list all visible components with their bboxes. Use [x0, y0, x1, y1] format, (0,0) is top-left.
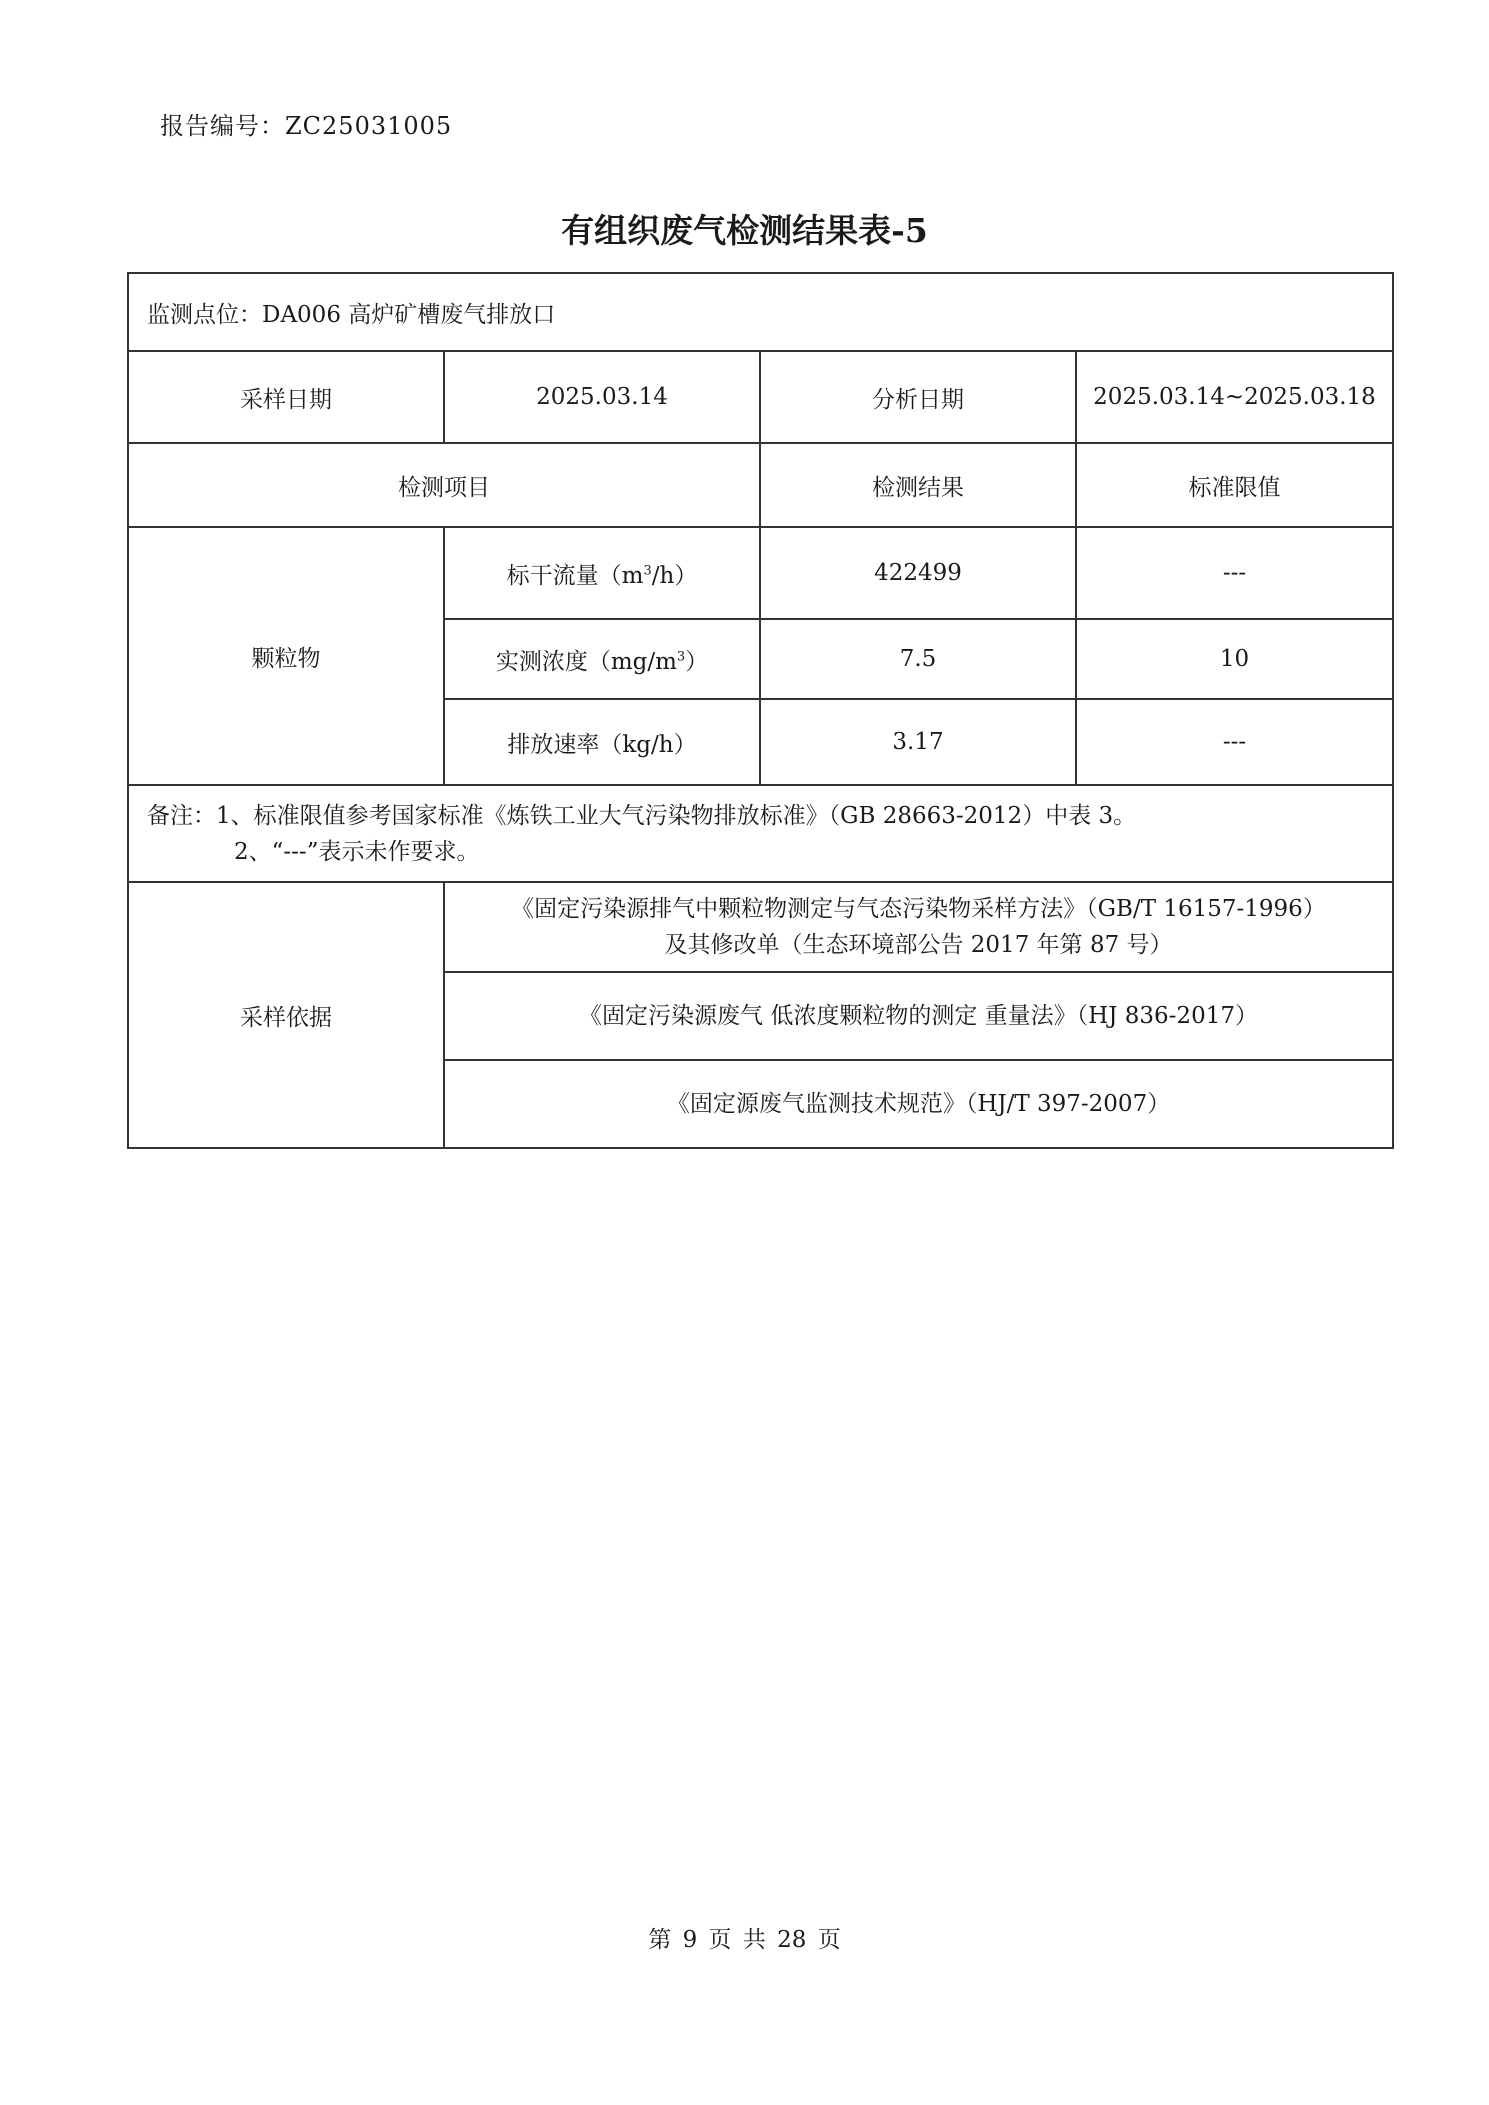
monitoring-location: 监测点位：DA006 高炉矿槽废气排放口 — [128, 273, 1393, 351]
method-line: 及其修改单（生态环境部公告 2017 年第 87 号） — [664, 932, 1173, 958]
result-cell: 422499 — [760, 527, 1076, 619]
method-line: 《固定污染源废气 低浓度颗粒物的测定 重量法》（HJ 836-2017） — [579, 1003, 1258, 1029]
method-cell — [444, 1060, 1393, 1148]
page-title: 有组织废气检测结果表-5 — [561, 211, 928, 250]
parameter-cell: 标干流量$(m^3/h)$ — [444, 527, 760, 619]
page-number: 第 9 页 共 28 页 — [648, 1927, 841, 1953]
note-line-1: 备注：1、标准限值参考国家标准《炼铁工业大气污染物排放标准》（GB 28663-2012）中表 3。 — [147, 802, 1137, 829]
sampling-date-label: 采样日期 — [128, 351, 444, 443]
result-cell: 3.17 — [760, 699, 1076, 785]
parameter-cell: 排放速率（kg/h） — [444, 699, 760, 785]
table-row — [128, 527, 1393, 619]
sampling-basis-label: 采样依据 — [128, 882, 444, 1148]
notes-row — [128, 785, 1393, 882]
analysis-date-value: 2025.03.14~2025.03.18 — [1076, 351, 1393, 443]
limit-column-header: 标准限值 — [1076, 443, 1393, 527]
analysis-date-label: 分析日期 — [760, 351, 1076, 443]
method-line: 《固定污染源排气中颗粒物测定与气态污染物采样方法》（GB/T 16157-1996） — [511, 896, 1326, 922]
sampling-date-value: 2025.03.14 — [444, 351, 760, 443]
method-cell — [444, 882, 1393, 972]
method-line: 《固定源废气监测技术规范》（HJ/T 397-2007） — [666, 1091, 1171, 1117]
column-header-row — [128, 443, 1393, 527]
method-row — [128, 882, 1393, 972]
location-row — [128, 273, 1393, 351]
dates-row — [128, 351, 1393, 443]
method-cell — [444, 972, 1393, 1060]
report-number: 报告编号：ZC25031005 — [160, 112, 453, 140]
results-table — [127, 272, 1394, 1149]
result-column-header: 检测结果 — [760, 443, 1076, 527]
limit-cell: 10 — [1076, 619, 1393, 699]
notes-cell — [128, 785, 1393, 882]
parameter-cell: 实测浓度$(mg/m^3)$ — [444, 619, 760, 699]
result-cell: 7.5 — [760, 619, 1076, 699]
limit-cell: --- — [1076, 527, 1393, 619]
pollutant-name: 颗粒物 — [128, 527, 444, 785]
item-column-header: 检测项目 — [128, 443, 760, 527]
limit-cell: --- — [1076, 699, 1393, 785]
note-line-2: 2、“---”表示未作要求。 — [234, 838, 480, 865]
